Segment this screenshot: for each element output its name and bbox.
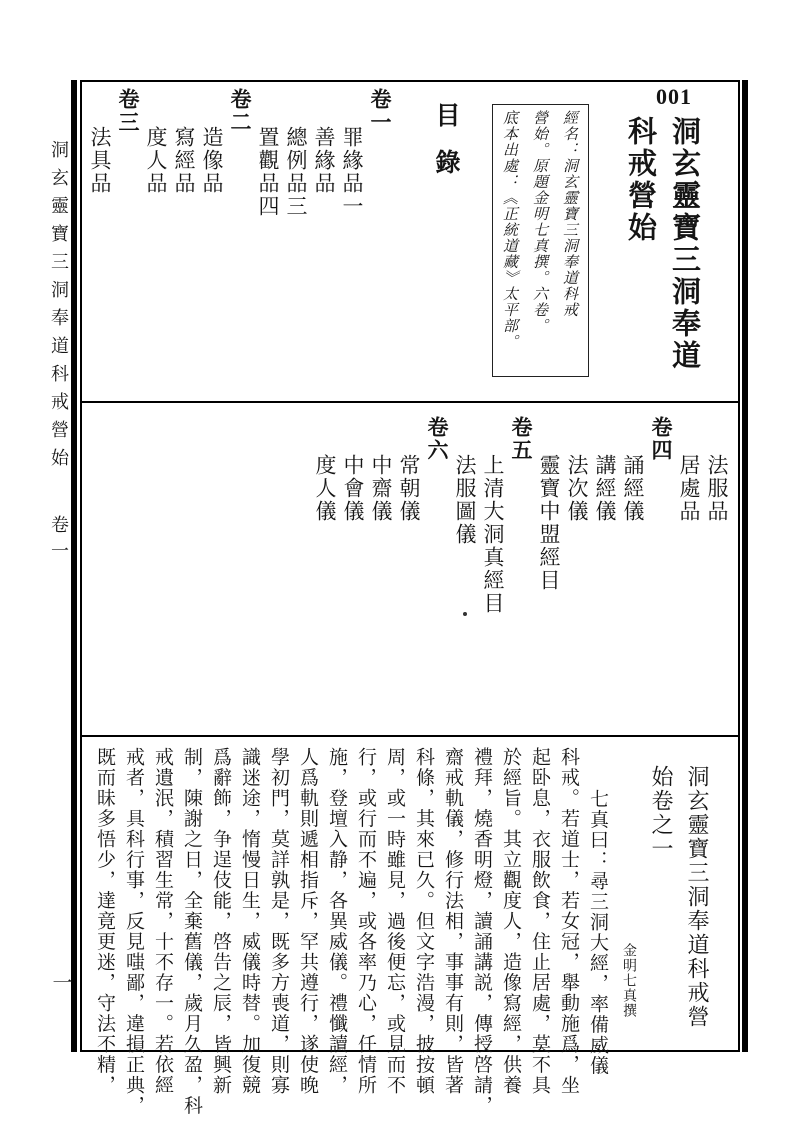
chapter-author: 金明七真撰 [621, 943, 636, 1018]
spine-title: 洞玄靈寶三洞奉道科戒營始 [49, 140, 69, 476]
chapter-title-line1: 洞玄靈寶三洞奉道科戒營 [685, 765, 710, 1029]
toc-entry: 造像品 [200, 126, 224, 195]
body-column: 行，或行而不遍，或各率乃心，任情所 [355, 747, 376, 1096]
doc-number: 001 [656, 84, 692, 109]
body-column: 起卧息，衣服飲食，住止居處，莫不具 [529, 747, 550, 1096]
toc-entry: 度人儀 [313, 454, 337, 523]
toc-entry: 中會儀 [341, 454, 365, 523]
body-column: 科戒。若道士，若女冠，舉動施爲，坐 [558, 747, 579, 1096]
toc-entry: 置觀品四 [256, 126, 280, 218]
toc-entry: 總例品三 [284, 126, 308, 218]
right-binding-rule [742, 80, 748, 1052]
toc-entry: 罪緣品一 [340, 126, 364, 218]
chapter-title-line2: 始卷之一 [649, 765, 674, 861]
body-column: 七真曰：尋三洞大經，率備威儀 [587, 789, 608, 1076]
source-note-line3: 底本出處：《正統道藏》太平部。 [501, 110, 517, 350]
body-column: 戒者，具科行事，反見嗤鄙，違損正典， [123, 747, 144, 1116]
body-column: 科條，其來已久。但文字浩漫，披按頓 [413, 747, 434, 1096]
toc-entry: 法次儀 [565, 454, 589, 523]
main-title-line2: 科戒營始 [624, 116, 656, 244]
main-title-line1: 洞玄靈寶三洞奉道 [668, 116, 700, 372]
toc-entry: 善緣品 [312, 126, 336, 195]
page-number: 一 [49, 972, 71, 992]
source-note-line2: 營始。原題金明七真撰。六卷。 [531, 110, 547, 334]
body-column: 施，登壇入静，各異威儀。禮懺讀經， [326, 747, 347, 1096]
spine-volume-label: 卷一 [49, 515, 69, 567]
body-column: 識迷途，惰慢日生，威儀時替。加復競 [239, 747, 260, 1096]
body-column: 於經旨。其立觀度人，造像寫經，供養 [500, 747, 521, 1096]
toc-entry: 居處品 [677, 454, 701, 523]
toc-volume-label: 卷六 [425, 416, 449, 462]
body-column: 爲辭飾，争逞伎能，啓告之辰，皆興新 [210, 747, 231, 1096]
toc-heading: 目錄 [432, 102, 459, 196]
toc-entry: 講經儀 [593, 454, 617, 523]
body-text-section [90, 739, 716, 1116]
toc-entry: 中齋儀 [369, 454, 393, 523]
toc-entry: 法具品 [88, 126, 112, 195]
section-divider-2 [80, 735, 740, 737]
body-column: 戒遺泯，積習生常，十不存一。若依經 [152, 747, 173, 1096]
body-column: 禮拜，燒香明燈，讀誦講説，傳授啓請， [471, 747, 492, 1116]
toc-entry: 靈寶中盟經目 [537, 454, 561, 592]
source-note-text [494, 110, 584, 372]
center-dot-mark [463, 612, 467, 616]
main-title [618, 116, 706, 402]
body-column: 齋戒軌儀，修行法相，事事有則，皆著 [442, 747, 463, 1096]
body-column: 學初門，莫詳孰是，既多方喪道，則寡 [268, 747, 289, 1096]
toc-volume-label: 卷四 [649, 416, 673, 462]
toc-volume-label: 卷二 [228, 88, 252, 134]
toc-part2 [311, 404, 731, 735]
toc-entry: 度人品 [144, 126, 168, 195]
toc-volume-label: 卷三 [116, 88, 140, 134]
toc-volume-label: 卷五 [509, 416, 533, 462]
body-column: 人爲軌則遞相指斥，罕共遵行，遂使晚 [297, 747, 318, 1096]
toc-entry: 常朝儀 [397, 454, 421, 523]
body-column: 制，陳謝之日，全棄舊儀，歲月久盈，科 [181, 747, 202, 1116]
toc-part1 [86, 82, 394, 398]
toc-entry: 上清大洞真經目 [481, 454, 505, 615]
body-column: 既而昧多悟少，達竟更迷，守法不精， [94, 747, 115, 1096]
body-column: 周，或一時雖見，過後便忘，或見而不 [384, 747, 405, 1096]
toc-entry: 寫經品 [172, 126, 196, 195]
source-note-line1: 經名：洞玄靈寶三洞奉道科戒 [561, 110, 577, 318]
toc-entry: 法服圖儀 [453, 454, 477, 546]
toc-entry: 誦經儀 [621, 454, 645, 523]
toc-entry: 法服品 [705, 454, 729, 523]
toc-volume-label: 卷一 [368, 88, 392, 134]
